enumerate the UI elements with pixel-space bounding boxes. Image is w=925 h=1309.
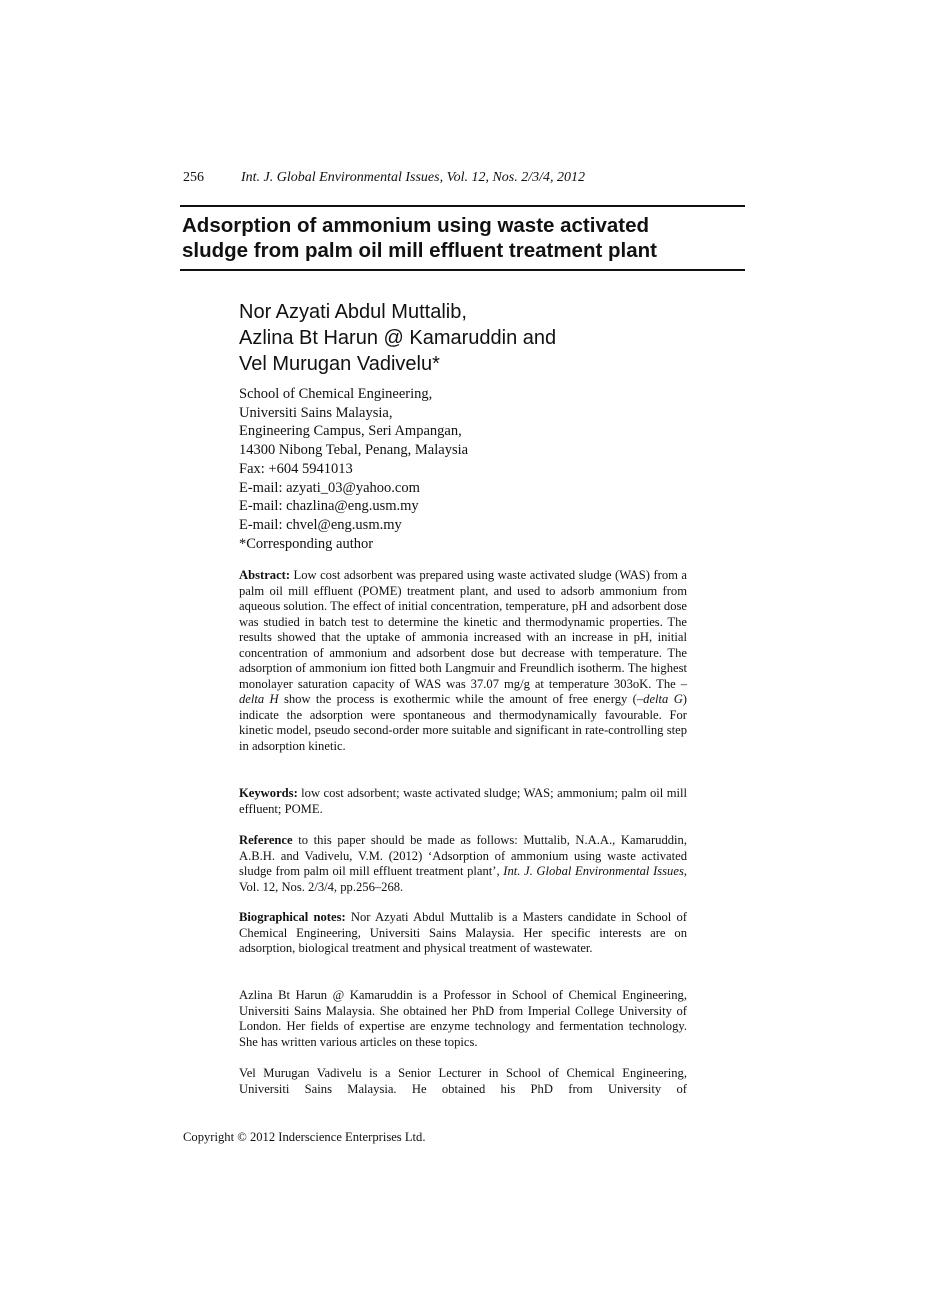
title-rule-top: [180, 205, 745, 207]
affiliation-line: Engineering Campus, Seri Ampangan,: [239, 423, 462, 440]
title-line: Adsorption of ammonium using waste activated: [182, 214, 650, 237]
bio-label: Biographical notes:: [239, 910, 346, 924]
corresponding-author-note: *Corresponding author: [239, 535, 374, 552]
keywords: [239, 786, 687, 817]
running-header: [183, 169, 585, 187]
keywords-label: Keywords:: [239, 786, 298, 800]
bio-paragraph: Azlina Bt Harun @ Kamaruddin is a Professor in School of Chemical Engineering, Universiti Sains Malaysia. She obtained her PhD from Imperial College University of London. Her fields of expertise are enzyme technology and fermentation technology. She has written various articles on these topics.: [239, 988, 687, 1049]
bio-text: Nor Azyati Abdul Muttalib is a Masters candidate in School of Chemical Engineering, Universiti Sains Malaysia. Her specific interests are on adsorption, biological treatment and physical treatment of wastewater.: [239, 910, 687, 956]
email-line: E-mail: chvel@eng.usm.my: [239, 516, 402, 533]
reference-text: , Vol. 12, Nos. 2/3/4, pp.256–268.: [239, 864, 688, 894]
page-number: 256: [183, 170, 204, 185]
abstract-italic-term: –delta G: [636, 692, 683, 707]
abstract: [239, 568, 687, 755]
author-line: Azlina Bt Harun @ Kamaruddin and: [239, 327, 557, 349]
abstract-italic-term: –delta H: [239, 676, 687, 707]
abstract-text: Low cost adsorbent was prepared using waste activated sludge (WAS) from a palm oil mill effluent (POME) treatment plant, and used to adsorb ammonium from aqueous solution. The effect of initial concentration, temperature, pH and adsorbent dose was studied in batch test to determine the kinetic and thermodynamic properties. The results showed that the uptake of ammonia increased with an increase in pH, initial concentration of ammonium and adsorbent dose but decrease with temperature. The adsorption of ammonium ion fitted both Langmuir and Freundlich isotherm. The highest monolayer saturation capacity of WAS was 37.07 mg/g at temperature 303oK. The: [239, 568, 687, 691]
title-line: sludge from palm oil mill effluent treatment plant: [182, 238, 657, 262]
affiliation-line: 14300 Nibong Tebal, Penang, Malaysia: [239, 442, 469, 459]
email-line: E-mail: azyati_03@yahoo.com: [239, 479, 420, 496]
abstract-text: show the process is exothermic while the amount of free energy (: [278, 692, 637, 707]
affiliation-line: School of Chemical Engineering,: [239, 386, 433, 402]
copyright: Copyright © 2012 Inderscience Enterprises Ltd.: [183, 1130, 426, 1144]
affiliation-line: Universiti Sains Malaysia,: [239, 404, 393, 421]
article-title: [182, 214, 742, 263]
abstract-text: ) indicate the adsorption were spontaneous and thermodynamically favourable. For kinetic model, pseudo second-order more suitable and significant in rate-controlling step in adsorption kinetic.: [239, 692, 687, 754]
author-line: Nor Azyati Abdul Muttalib,: [239, 301, 467, 323]
email-line: E-mail: chazlina@eng.usm.my: [239, 498, 419, 515]
bio-paragraph: Vel Murugan Vadivelu is a Senior Lecturer in School of Chemical Engineering, Universiti Sains Malaysia. He obtained his PhD from University of: [239, 1066, 687, 1096]
reference-text: to this paper should be made as follows: Muttalib, N.A.A., Kamaruddin, A.B.H. and Vadivelu, V.M. (2012) ‘Adsorption of ammonium using waste activated sludge from palm oil mill effluent treatment plant’,: [239, 833, 687, 879]
journal-citation: Int. J. Global Environmental Issues, Vol. 12, Nos. 2/3/4, 2012: [241, 170, 586, 185]
author-list: [239, 299, 556, 377]
reference-label: Reference: [239, 833, 293, 847]
abstract-label: Abstract:: [239, 568, 291, 582]
title-rule-bottom: [180, 269, 745, 271]
author-line: Vel Murugan Vadivelu*: [239, 353, 440, 375]
reference: [239, 833, 687, 895]
affiliation-block: [239, 385, 468, 553]
fax-line: Fax: +604 5941013: [239, 460, 353, 477]
keywords-text: low cost adsorbent; waste activated sludge; WAS; ammonium; palm oil mill effluent; POME.: [239, 786, 687, 816]
biographical-notes: [239, 910, 687, 957]
reference-journal: Int. J. Global Environmental Issues: [503, 864, 684, 879]
